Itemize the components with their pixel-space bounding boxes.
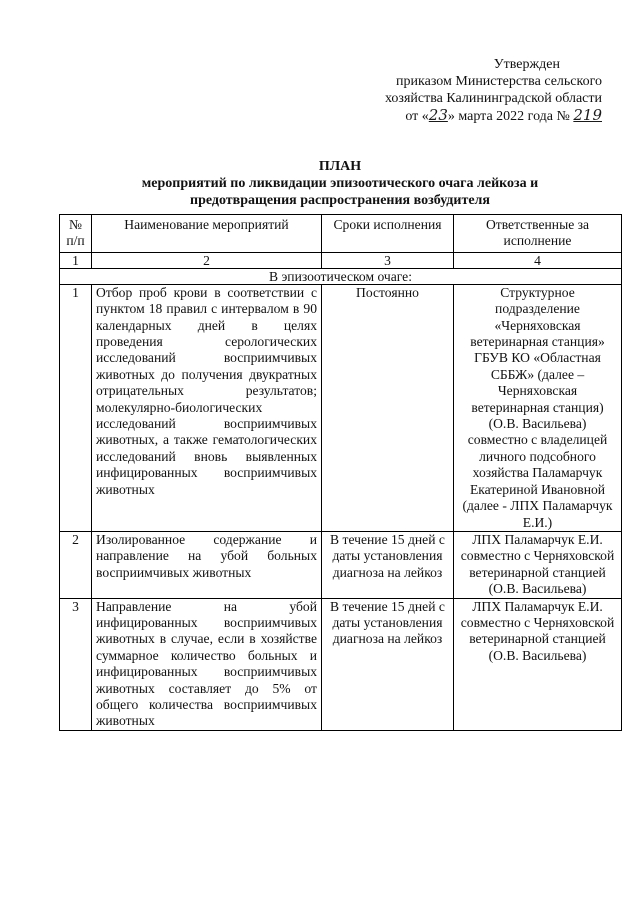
row-number: 2 (60, 531, 92, 598)
table-row (60, 531, 622, 598)
approval-month-year: » марта 2022 года № (447, 109, 570, 124)
column-numbers-row (60, 252, 622, 268)
column-number: 3 (322, 252, 454, 268)
approval-day-handwritten: 23 (428, 106, 448, 124)
table-row (60, 284, 622, 531)
row-number: 3 (60, 598, 92, 730)
approval-line-approved: Утвержден (493, 57, 560, 72)
row-responsible: ЛПХ Паламарчук Е.И. совместно с Черняховской ветеринарной станцией (О.В. Васильева) (454, 598, 622, 730)
title-subtitle-line2: предотвращения распространения возбудителя (190, 193, 490, 208)
title-subtitle-line1: мероприятий по ликвидации эпизоотического очага лейкоза и (141, 176, 539, 191)
row-deadline: В течение 15 дней с даты установления диагноза на лейкоз (322, 598, 454, 730)
section-row (60, 268, 622, 284)
row-measure: Изолированное содержание и направление на убой больных восприимчивых животных (92, 531, 322, 598)
document-title (60, 158, 620, 209)
measures-table (59, 214, 622, 731)
column-number: 4 (454, 252, 622, 268)
row-deadline: Постоянно (322, 284, 454, 531)
header-deadline: Сроки исполнения (322, 215, 454, 253)
row-responsible: ЛПХ Паламарчук Е.И. совместно с Черняховской ветеринарной станцией (О.В. Васильева) (454, 531, 622, 598)
column-number: 2 (92, 252, 322, 268)
table-row (60, 598, 622, 730)
header-measure-name: Наименование мероприятий (92, 215, 322, 253)
approval-line-ministry: хозяйства Калининградской области (384, 91, 602, 106)
header-number: № п/п (60, 215, 92, 253)
header-responsible: Ответственные за исполнение (454, 215, 622, 253)
approval-line-order: приказом Министерства сельского (396, 74, 602, 89)
approval-number-handwritten: 219 (573, 106, 602, 124)
row-measure: Направление на убой инфицированных восприимчивых животных в случае, если в хозяйстве суммарное количество больных и инфицированных восприимчивых животных составляет до 5% от общего количества восприимчивых животных (92, 598, 322, 730)
section-title: В эпизоотическом очаге: (60, 268, 622, 284)
row-measure: Отбор проб крови в соответствии с пунктом 18 правил с интервалом в 90 календарных дней в целях проведения серологических исследований восприимчивых животных до получения двукратных отрицательных результатов; молекулярно-биологических исследований восприимчивых животных, а также гематологических исследований вновь выявленных инфицированных восприимчивых животных (92, 284, 322, 531)
row-responsible: Структурное подразделение «Черняховская ветеринарная станция» ГБУВ КО «Областная СББЖ» (далее – Черняховская ветеринарная станция) (О.В. Васильева) совместно с владелицей личного подсобного хозяйства Паламарчук Екатериной Ивановной (далее - ЛПХ Паламарчук Е.И.) (454, 284, 622, 531)
approval-line-date (340, 107, 602, 125)
approval-stamp (340, 56, 602, 125)
table-header-row (60, 215, 622, 253)
row-deadline: В течение 15 дней с даты установления диагноза на лейкоз (322, 531, 454, 598)
approval-from: от « (405, 109, 429, 124)
column-number: 1 (60, 252, 92, 268)
title-heading: ПЛАН (318, 159, 362, 174)
row-number: 1 (60, 284, 92, 531)
